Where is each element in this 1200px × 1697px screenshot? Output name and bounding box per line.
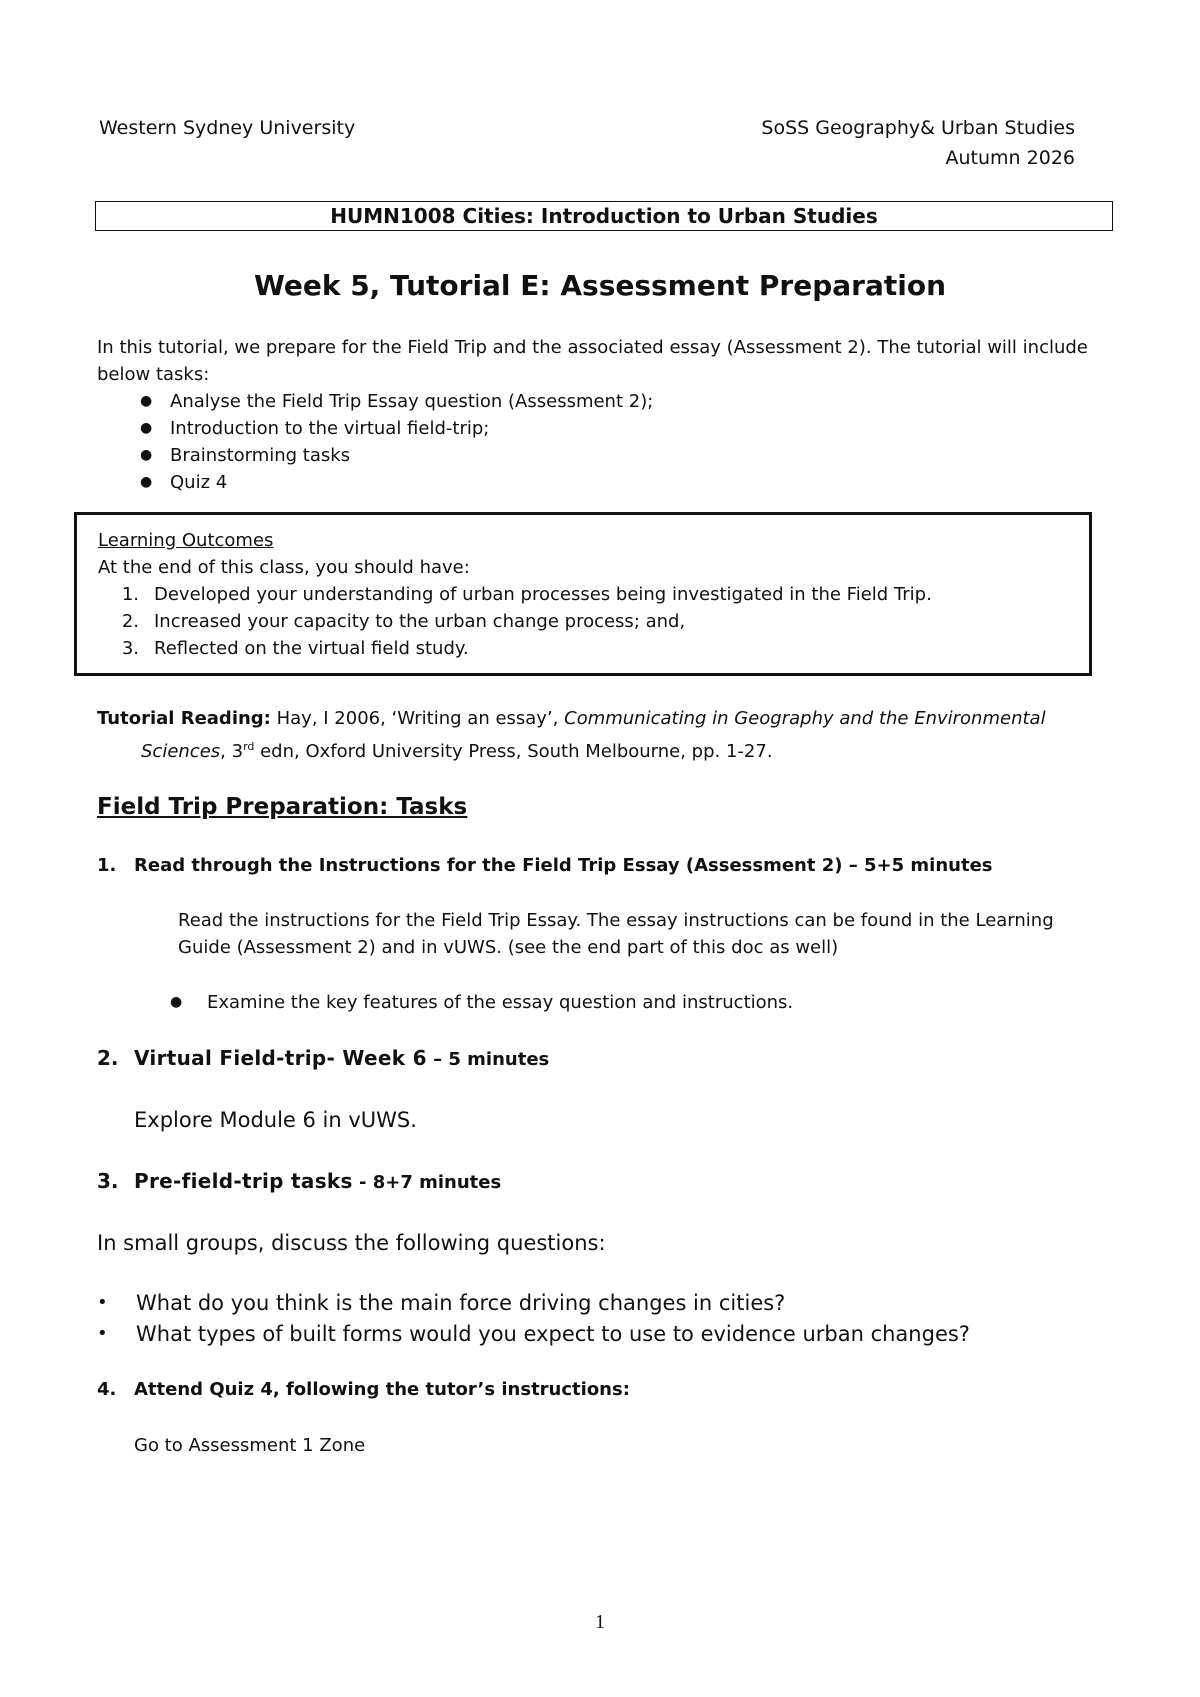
task-4-body: Go to Assessment 1 Zone [134, 1435, 366, 1456]
header-university: Western Sydney University [99, 117, 356, 139]
header-term: Autumn 2026 [945, 147, 1075, 169]
learning-outcomes-lead: At the end of this class, you should have: [98, 557, 470, 578]
bullet-icon: ● [140, 447, 153, 463]
task-1-paragraph-line-1: Read the instructions for the Field Trip Essay. The essay instructions can be found in the Learning [178, 910, 1054, 931]
course-title-box [95, 201, 1113, 231]
page-title: Week 5, Tutorial E: Assessment Preparation [253, 269, 947, 302]
learning-outcomes-heading: Learning Outcomes [98, 530, 274, 551]
task-2-number: 2. [97, 1046, 119, 1070]
header-school: SoSS Geography& Urban Studies [761, 117, 1075, 139]
task-2-title: Virtual Field-trip- Week 6 – 5 minutes [134, 1046, 550, 1070]
intro-line-2: below tasks: [97, 364, 210, 385]
bullet-icon: ● [140, 474, 153, 490]
learning-outcomes-box: Learning Outcomes At the end of this class, you should have: 1. Developed your understanding of urban processes being investigated in the Field Trip. 2. Increased your capacity to the urban change process; and, 3. Reflected on the virtual field study. [74, 512, 1092, 676]
page-number: 1 [595, 1611, 605, 1633]
bullet-icon: ● [140, 393, 153, 409]
bullet-icon: ● [170, 994, 183, 1010]
section-heading: Field Trip Preparation: Tasks [97, 794, 468, 820]
course-title: HUMN1008 Cities: Introduction to Urban Studies [330, 204, 878, 228]
bullet-icon: ● [140, 420, 153, 436]
task-4-title: Attend Quiz 4, following the tutor’s instructions: [134, 1379, 630, 1400]
task-1-title: Read through the Instructions for the Field Trip Essay (Assessment 2) – 5+5 minutes [134, 855, 993, 876]
intro-line-1: In this tutorial, we prepare for the Field Trip and the associated essay (Assessment 2). The tutorial will include [97, 337, 1088, 358]
task-3-lead: In small groups, discuss the following questions: [97, 1231, 606, 1255]
document-page: Western Sydney University SoSS Geography& Urban Studies Autumn 2026 HUMN1008 Cities: Introduction to Urban Studies Week 5, Tutorial E: Assessment Preparation In this tutorial, we prepare for the Field Trip and the associated essay (Assessment 2). The tutorial will include below tasks: ● Analyse the Field Trip Essay question (Assessment 2); ● Introduction to the virtual field-trip; ● Brainstorming tasks ● Quiz 4 Learning Outcomes At the end of this class, you should have: 1. Developed your understanding of urban processes being investigated in the Field Trip. 2. Increased your capacity to the urban change process; and, 3. Reflected on the virtual field study. Tutorial Reading: Hay, I 2006, ‘Writing an essay’, Communicating in Geography and the Environmental Sciences, 3rd edn, Oxford University Press, South Melbourne, pp. 1-27. Field Trip Preparation: Tasks 1. Read through the Instructions for the Field Trip Essay (Assessment 2) – 5+5 minutes Read the instructions for the Field Trip Essay. The essay instructions can be found in the Learning Guide (Assessment 2) and in vUWS. (see the end part of this doc as well) ● Examine the key features of the essay question and instructions. 2. Virtual Field-trip- Week 6 – 5 minutes Explore Module 6 in vUWS. 3. Pre-field-trip tasks - 8+7 minutes In small groups, discuss the following questions: • What do you think is the main force driving changes in cities? • What types of built forms would you expect to use to evidence urban changes? 4. Attend Quiz 4, following the tutor’s instructions: Go to Assessment 1 Zone 1 [0, 0, 1200, 1697]
task-3-number: 3. [97, 1169, 119, 1193]
task-2-body: Explore Module 6 in vUWS. [134, 1108, 417, 1132]
tutorial-reading-line-1: Tutorial Reading: Hay, I 2006, ‘Writing an essay’, Communicating in Geography and the Environmental [97, 708, 1046, 729]
task-1-number: 1. [97, 855, 117, 876]
task-3-title: Pre-field-trip tasks - 8+7 minutes [134, 1169, 502, 1193]
task-4-number: 4. [97, 1379, 117, 1400]
tutorial-reading-line-2: Sciences, 3rd edn, Oxford University Press, South Melbourne, pp. 1-27. [141, 740, 773, 762]
task-1-paragraph-line-2: Guide (Assessment 2) and in vUWS. (see the end part of this doc as well) [178, 937, 839, 958]
tutorial-reading-label: Tutorial Reading: [97, 708, 271, 729]
bullet-icon: • [97, 1323, 108, 1344]
bullet-icon: • [97, 1292, 108, 1313]
